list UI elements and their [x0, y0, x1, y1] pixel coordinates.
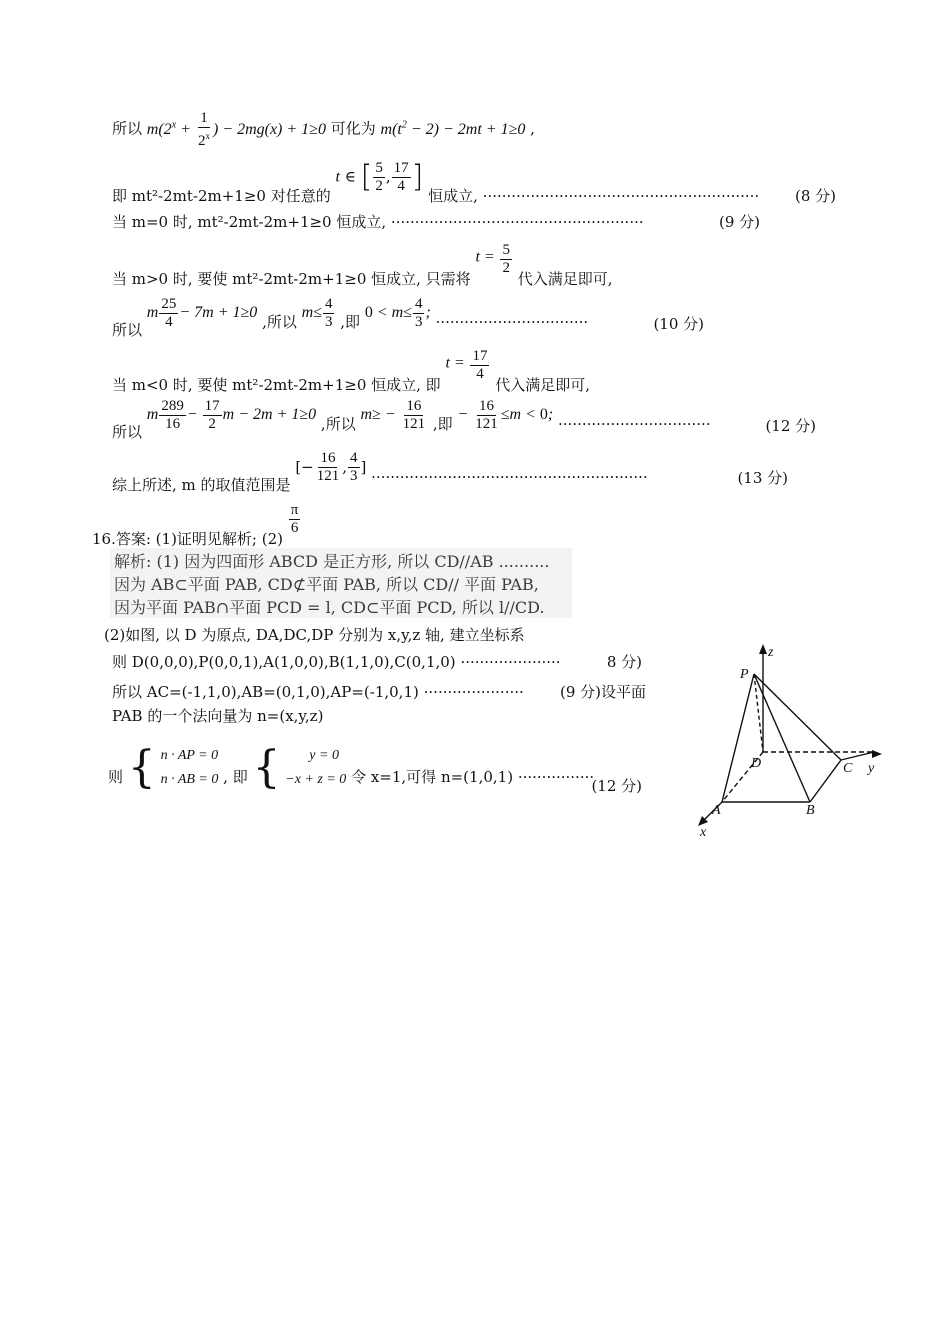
label-a: A	[712, 803, 721, 818]
score-12: (12 分)	[765, 417, 816, 435]
score-13: (13 分)	[737, 469, 788, 487]
line-1-mid: 可化为	[330, 119, 376, 138]
label-d: D	[751, 756, 762, 771]
line-8-text: 综上所述, m 的取值范围是	[112, 475, 291, 494]
edge-pc	[754, 674, 841, 760]
t-num-17: 17	[472, 348, 488, 364]
line-4-text: 当 m>0 时, 要使 mt²-2mt-2m+1≥0 恒成立, 只需将	[112, 269, 471, 288]
edge-bc	[810, 760, 841, 802]
line-5	[112, 296, 704, 340]
p2-line-4: PAB 的一个法向量为 n=(x,y,z)	[112, 707, 324, 725]
range: [− $\frac{16}{121}$ , $\frac{4}{3}$ ]	[295, 450, 367, 484]
t-eq: t =	[475, 248, 495, 266]
t-den: 2	[502, 260, 510, 276]
t-interval: t ∈ [ $\frac{5}{2}$ , $\frac{17}{4}$ ]	[335, 159, 424, 195]
line-3-text: 当 m=0 时, mt²-2mt-2m+1≥0 恒成立,	[112, 213, 387, 231]
coords: 则 D(0,0,0),P(0,0,1),A(1,0,0),B(1,1,0),C(0,1,0)	[112, 653, 456, 671]
eq-n-ab: n · AB = 0	[160, 772, 219, 787]
y-arrow	[872, 750, 882, 758]
formula-5c: 0 < m≤ $\frac{4}{3}$ ;	[364, 296, 431, 330]
formula-5b: m≤ $\frac{4}{3}$	[301, 296, 333, 330]
score-10: (10 分)	[653, 315, 704, 333]
line-7-mid2: ,即	[432, 415, 453, 434]
t-hi-den: 4	[397, 178, 405, 194]
dots: ·····················	[460, 653, 561, 671]
t-num: 5	[502, 242, 510, 258]
formula-1: $m(2^x$ + $\frac{1}{2^x}$ ) − 2mg(x) + 1≥0	[146, 110, 326, 149]
edge-c-y	[841, 752, 874, 760]
p2-line-1: (2)如图, 以 D 为原点, DA,DC,DP 分别为 x,y,z 轴, 建立坐标系	[104, 626, 525, 644]
line-4-suffix: 代入满足即可,	[517, 269, 613, 288]
line-3	[112, 212, 760, 232]
t-lo-den: 2	[375, 178, 383, 194]
ie: , 即	[223, 768, 248, 786]
line-4	[112, 240, 613, 288]
line-6-suffix: 代入满足即可,	[495, 375, 591, 394]
t-den-17: 4	[476, 366, 484, 382]
edge-pa	[722, 674, 754, 802]
pi: π	[290, 502, 299, 518]
score-8: (8 分)	[794, 187, 836, 205]
dots: ·····················································	[390, 213, 644, 231]
line-6-text: 当 m<0 时, 要使 mt²-2mt-2m+1≥0 恒成立, 即	[112, 375, 441, 394]
system-1	[161, 744, 219, 792]
label-b: B	[806, 803, 815, 818]
t-lo: 5	[375, 160, 383, 176]
line-2-prefix: 即 mt²-2mt-2m+1≥0 对任意的	[112, 187, 331, 205]
line-6	[112, 346, 591, 394]
line-5-prefix: 所以	[112, 321, 143, 340]
formula-5a: m $\frac{25}{4}$ − 7m + 1≥0	[146, 296, 258, 330]
system-2	[285, 744, 346, 792]
line-5-mid2: ,即	[340, 313, 361, 332]
t-eq-17: t =	[445, 354, 465, 372]
label-x: x	[700, 825, 707, 840]
p2-line-3	[112, 682, 646, 702]
line-1-prefix: 所以	[112, 119, 143, 138]
line-5-mid1: ,所以	[262, 313, 297, 332]
eq-y: y = 0	[309, 748, 339, 763]
p2-line-2	[112, 652, 642, 672]
dots: ··························································	[482, 187, 760, 205]
eq-n-ap: n · AP = 0	[160, 748, 219, 763]
formula-1b: $m(t^2 - 2) - 2mt + 1\ge 0$	[380, 119, 526, 138]
z-arrow	[759, 644, 767, 654]
dots: ································	[558, 415, 711, 434]
normal-vector: 令 x=1,可得 n=(1,0,1)	[351, 768, 514, 786]
line-1	[112, 110, 535, 150]
score-12b: (12 分)	[591, 777, 642, 795]
label-c: C	[843, 761, 853, 776]
dots: ································	[435, 313, 589, 332]
formula-7c: − $\frac{16}{121}$ ≤m < 0;	[457, 398, 554, 432]
score-9: (9 分)	[718, 213, 760, 231]
q16-text: 16.答案: (1)证明见解析; (2)	[92, 529, 283, 548]
scan-line-1: 解析: (1) 因为四面形 ABCD 是正方形, 所以 CD//AB ..........	[114, 552, 550, 571]
scan-line-3: 因为平面 PAB∩平面 PCD = l, CD⊂平面 PCD, 所以 l//CD.	[114, 598, 545, 617]
line-7-mid1: ,所以	[320, 415, 356, 434]
label-p: P	[740, 667, 749, 682]
dots: ··························································	[371, 467, 648, 486]
line-2-suffix: 恒成立,	[428, 187, 478, 205]
eq-xz: −x + z = 0	[285, 772, 347, 787]
line-7-prefix: 所以	[112, 423, 143, 442]
pyramid-figure	[688, 640, 888, 840]
score-9b: (9 分)设平面	[559, 683, 646, 701]
formula-7a: m $\frac{289}{16}$ − $\frac{17}{2}$ m − 2m + 1≥0	[146, 398, 317, 432]
scan-line-2: 因为 AB⊂平面 PAB, CD⊄平面 PAB, 所以 CD// 平面 PAB,	[114, 575, 539, 594]
q16-answer	[92, 500, 301, 548]
p2-line-5: 则 { n · AP = 0 n · AB = 0 , 即 { y = 0 −x + z = 0 令 x=1,可得 n=(1,0,1) ················ (12 分)	[108, 742, 642, 795]
line-2	[112, 159, 836, 205]
pi-den: 6	[290, 520, 299, 536]
then: 则	[108, 768, 124, 786]
scanned-solution	[110, 548, 572, 618]
score-8b: 8 分)	[606, 653, 642, 671]
label-y: y	[868, 761, 875, 776]
label-z: z	[768, 645, 774, 660]
line-1-end: ,	[530, 119, 535, 138]
line-8	[112, 450, 788, 494]
line-7	[112, 398, 816, 440]
formula-7b: m≥ − $\frac{16}{121}$	[360, 398, 426, 432]
t-hi: 17	[393, 160, 409, 176]
dots: ················	[517, 768, 595, 786]
vectors: 所以 AC=(-1,1,0),AB=(0,1,0),AP=(-1,0,1)	[112, 683, 419, 701]
dots: ·····················	[423, 683, 524, 701]
